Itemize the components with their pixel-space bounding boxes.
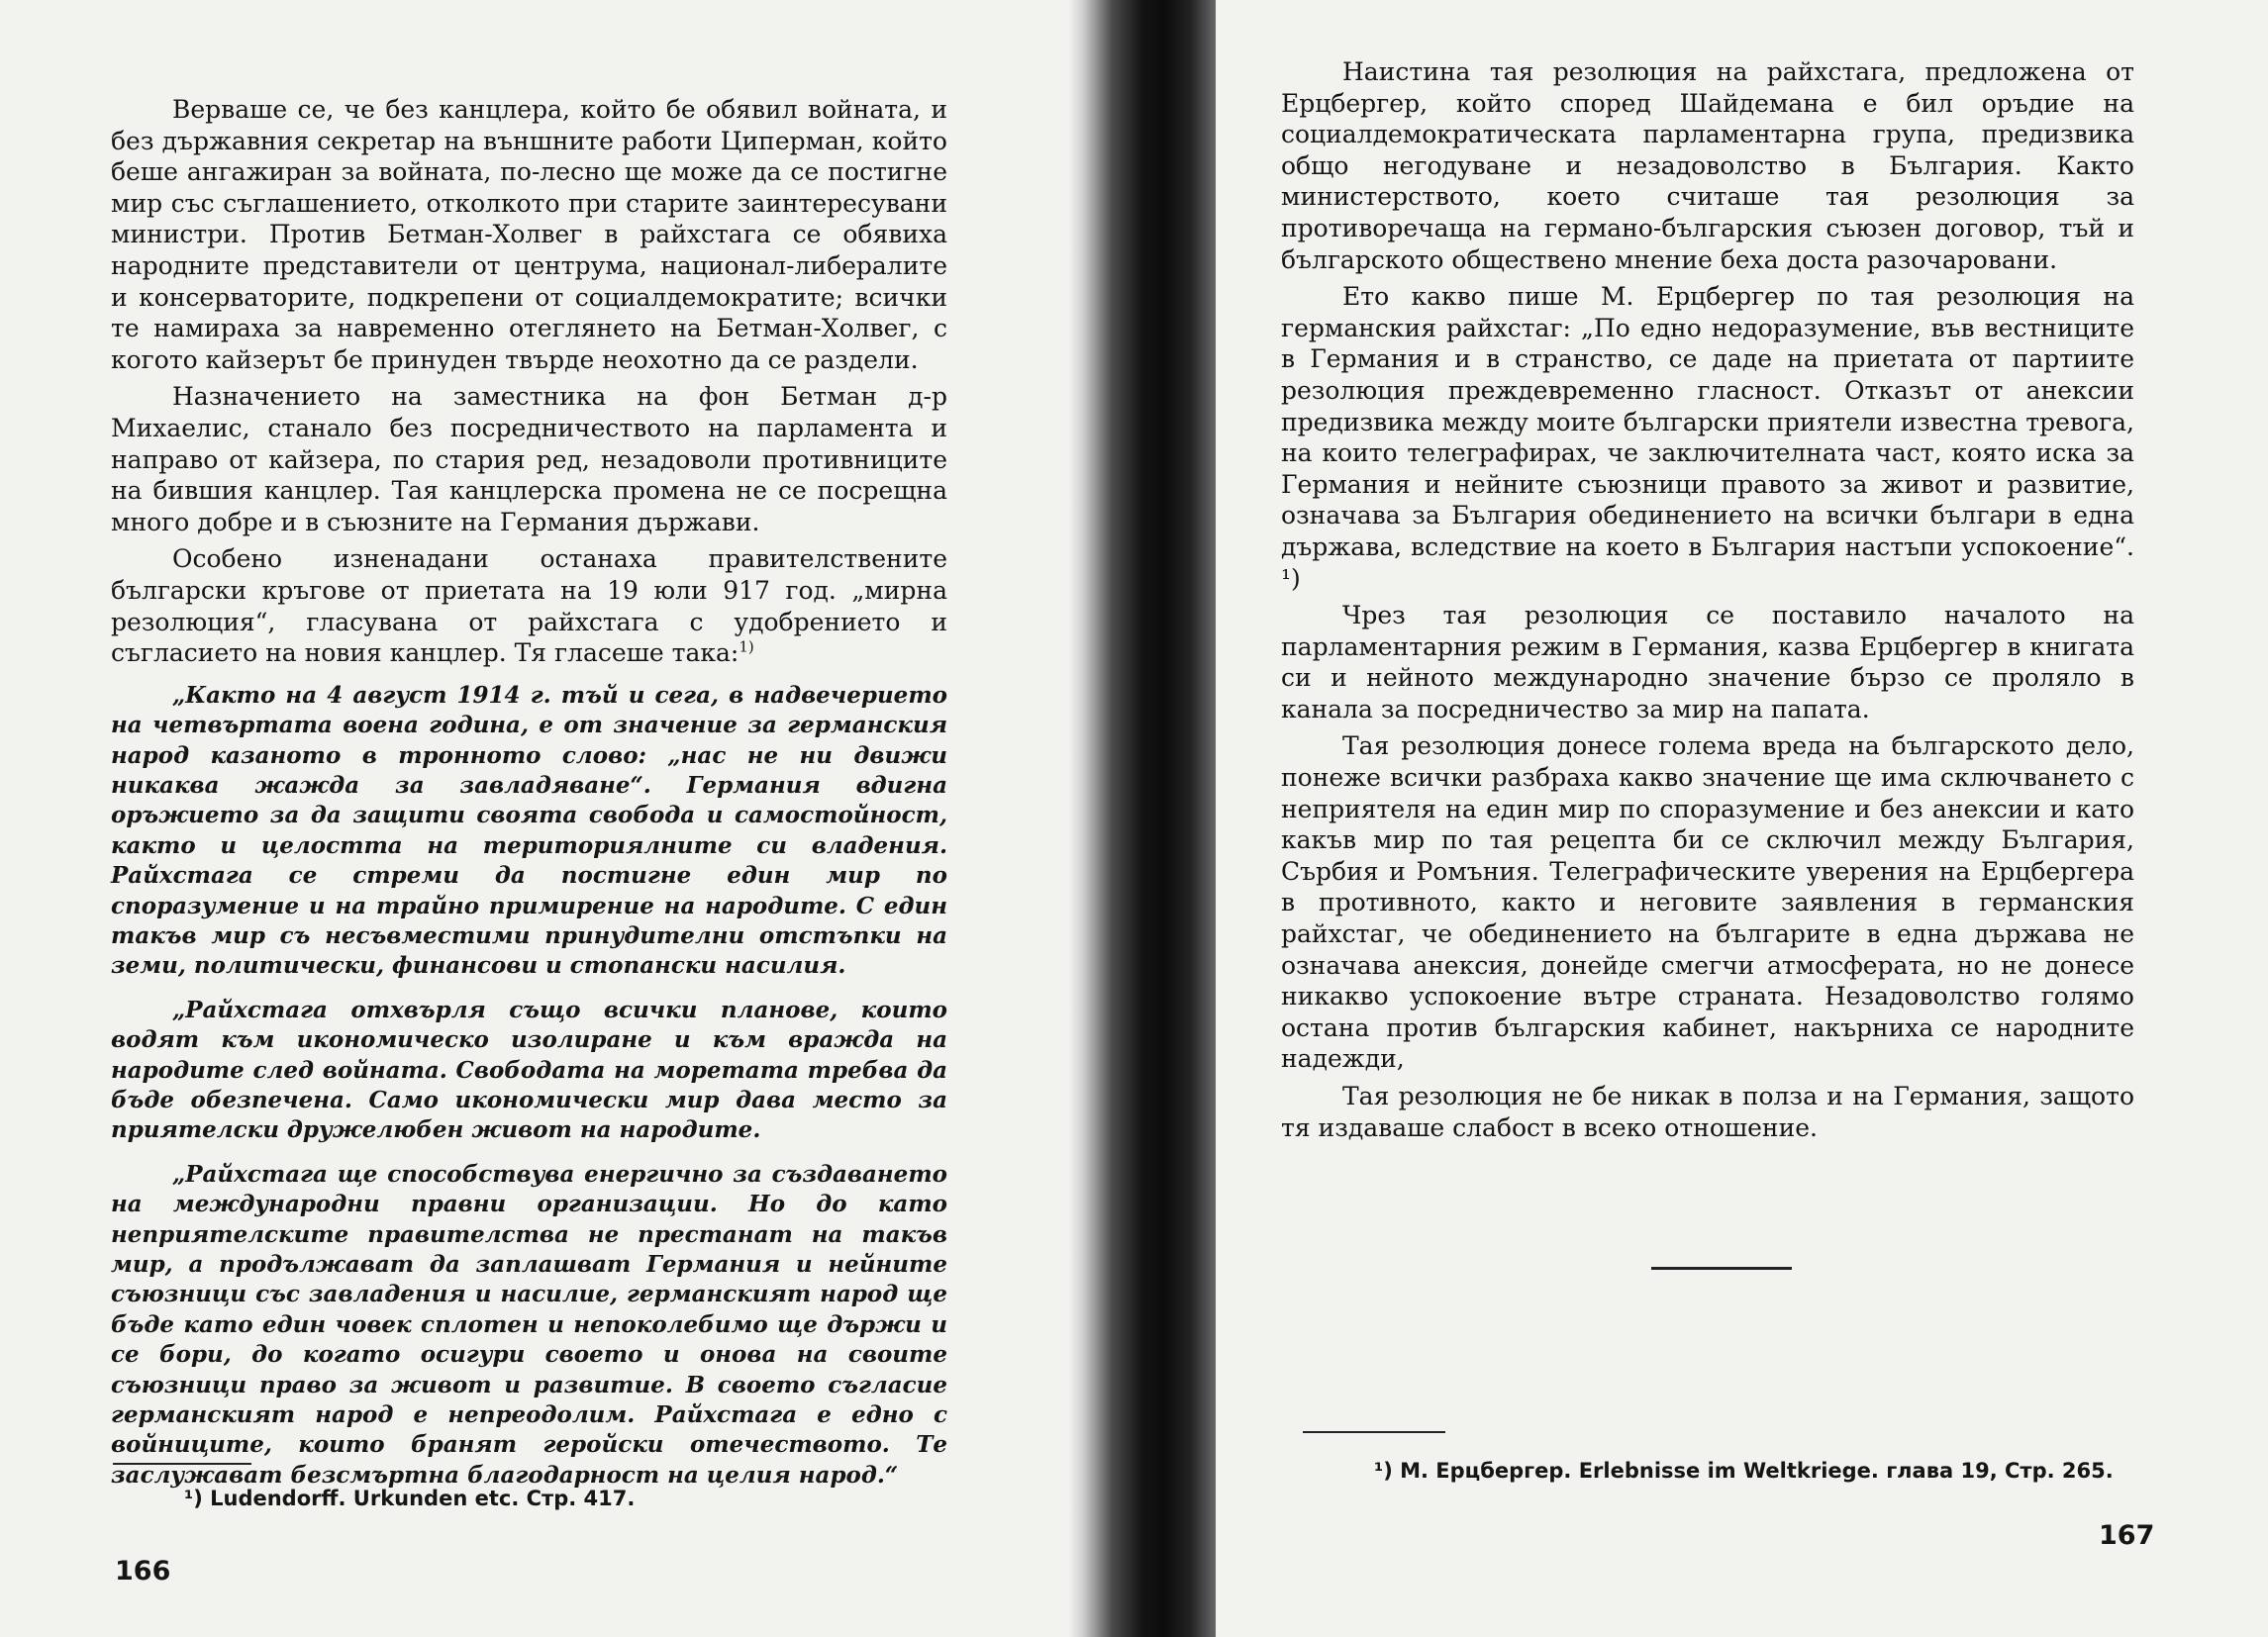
quote-paragraph: „Райхстага ще способствува енергично за създаването на международни правни организации. Но до като неприятелските правителства не престанат на такъв мир, а продължават да заплашват Германия и нейните съюзници със завладения и насилие, германският народ ще бъде като един човек сплотен и непоколебимо ще държи и се бори, до когато осигури своето и онова на своите съюзници право за живот и развитие. В своето съгласие германският народ е непреодолим. Райхстага е едно с войниците, които бранят геройски отечеството. Те заслужават безсмъртна благодарност на целия народ.“	[111, 1160, 947, 1489]
paragraph: Ето какво пише М. Ерцбергер по тая резолюция на германския райхстаг: „По едно недоразумение, във вестниците в Германия и в странство, се даде на приетата от партиите резолюция преждевременно гласност. Отказът от анексии предизвика между моите български приятели известна тревога, на които телеграфирах, че заключителната част, която иска за Германия и нейните съюзници правото за живот и развитие, означава за България обединението на всички българи в една държава, вследствие на което в България настъпи успокоение“. ¹)	[1281, 282, 2134, 593]
paragraph-text: Особено изненадани останаха правителствените български кръгове от приетата на 19 юли 917 год. „мирна резолюция“, гласувана от райхстага с удобрението и съгласието на новия канцлер. Тя гласеше така:	[111, 544, 947, 668]
paragraph: Тая резолюция донесе голема вреда на българското дело, понеже всички разбраха какво значение ще има сключването с неприятеля на един мир по споразумение и без анексии и като какъв мир по тая рецепта би се сключил между България, Сърбия и Ромъния. Телеграфическите уверения на Ерцбергера в противното, както и неговите заявления в германския райхстаг, че обединението на българите в една държава не означава анексия, донейде смегчи атмосферата, но не донесе никакво успокоение вътре страната. Незадоволство голямо остана против българския кабинет, накърниха се народните надежди,	[1281, 731, 2134, 1074]
left-page	[0, 0, 1099, 1637]
quote-paragraph: „Както на 4 август 1914 г. тъй и сега, в надвечерието на четвъртата воена година, е от значение за германския народ казаното в тронното слово: „нас не ни движи никаква жажда за завладяване“. Германия вдигна оръжието за да защити своята свобода и самостойност, както и целостта на териториялните си владения. Райхстага се стреми да постигне един мир по споразумение и на трайно примирение на народите. С един такъв мир съ несъвместими принудителни отстъпки на земи, политически, финансови и стопански насилия.	[111, 681, 947, 980]
right-text-column	[1281, 56, 2134, 1143]
right-page	[1216, 0, 2268, 1637]
paragraph: Наистина тая резолюция на райхстага, предложена от Ерцбергер, който според Шайдемана е бил оръдие на социалдемократическата парламентарна група, предизвика общо негодуване и незадоволство в България. Както министерството, което считаше тая резолюция за противоречаща на германо-българския съюзен договор, тъй и българското обществено мнение беха доста разочаровани.	[1281, 57, 2134, 274]
paragraph	[111, 543, 947, 668]
paragraph: Чрез тая резолюция се поставило началото на парламентарния режим в Германия, казва Ерцбергер в книгата си и нейното международно значение бързо се проляло в канала за посредничество за мир на папата.	[1281, 601, 2134, 723]
footnote: ¹) М. Ерцбергер. Erlebnisse im Weltkriege. глава 19, Стр. 265.	[1374, 1459, 2114, 1483]
paragraph: Верваше се, че без канцлера, който бе обявил войната, и без държавния секретар на външните работи Циперман, който беше ангажиран за войната, по-лесно ще може да се постигне мир със съглашението, отколкото при старите заинтересувани министри. Против Бетман-Холвег в райхстага се обявиха народните представители от центрума, национал-либералите и консерваторите, подкрепени от социалдемократите; всички те намираха за навременно отеглянето на Бетман-Холвег, с когото кайзерът бе принуден твърде неохотно да се раздели.	[111, 95, 947, 374]
section-end-rule	[1651, 1267, 1792, 1270]
footnote-marker: 1)	[739, 637, 754, 656]
footnote: ¹) Ludendorff. Urkunden etc. Стр. 417.	[184, 1487, 636, 1510]
left-text-column	[111, 94, 947, 1491]
page-number: 166	[115, 1556, 171, 1587]
footnote-separator	[113, 1463, 251, 1465]
paragraph: Назначението на заместника на фон Бетман д-р Михаелис, станало без посредничеството на парламента и направо от кайзера, по стария ред, незадоволи противниците на бившия канцлер. Тая канцлерска промена не се посрещна много добре и в съюзните на Германия държави.	[111, 382, 947, 536]
quote-paragraph: „Райхстага отхвърля също всички планове, които водят към икономическо изолиране и към вражда на народите след войната. Свободата на моретата требва да бъде обезпечена. Само икономически мир дава место за приятелски дружелюбен живот на народите.	[111, 996, 947, 1144]
paragraph: Тая резолюция не бе никак в полза и на Германия, защото тя издаваше слабост в всеко отношение.	[1281, 1082, 2134, 1142]
footnote-separator	[1303, 1431, 1445, 1433]
page-number: 167	[2099, 1520, 2155, 1551]
